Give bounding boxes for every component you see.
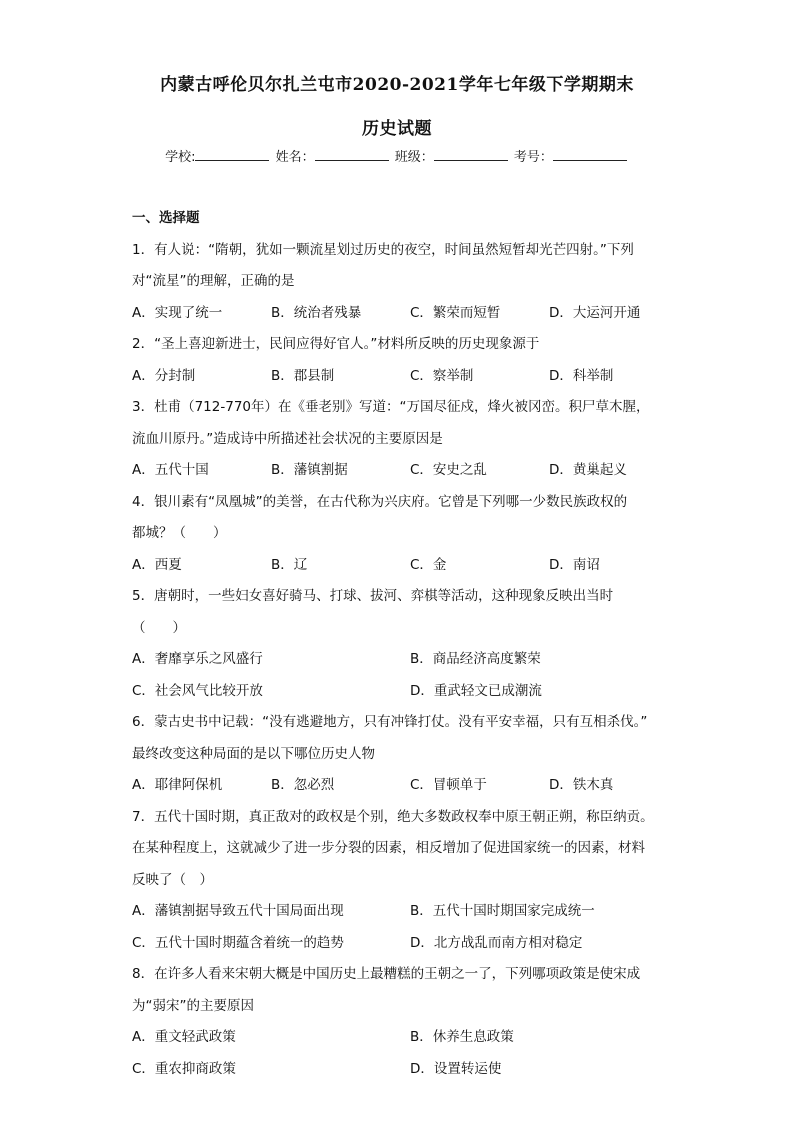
- question-8: [132, 959, 672, 1085]
- options-row: [132, 455, 672, 487]
- question-text-line: 7．五代十国时期，真正敌对的政权是个别，绝大多数政权奉中原王朝正朔，称臣纳贡。: [132, 808, 654, 825]
- option-c[interactable]: C．冒顿单于: [410, 777, 487, 793]
- option-b[interactable]: B．忽必烈: [271, 777, 335, 793]
- exam-title-line2: 历史试题: [362, 119, 432, 139]
- options-row: [132, 298, 672, 330]
- options-row: [132, 361, 672, 393]
- option-a[interactable]: A．实现了统一: [132, 304, 223, 321]
- option-c[interactable]: C．五代十国时期蕴含着统一的趋势: [132, 934, 344, 951]
- option-a[interactable]: A．重文轻武政策: [132, 1029, 236, 1045]
- option-b[interactable]: B．商品经济高度繁荣: [410, 651, 541, 667]
- school-blank[interactable]: [195, 148, 269, 161]
- class-blank[interactable]: [434, 148, 508, 161]
- options-row: [132, 550, 672, 582]
- question-4: [132, 487, 672, 582]
- option-a[interactable]: A．西夏: [132, 556, 182, 573]
- class-label: 班级：: [394, 150, 434, 165]
- question-3: [132, 392, 672, 487]
- question-text-line: 在某种程度上，这就减少了进一步分裂的因素，相反增加了促进国家统一的因素，材料: [132, 840, 645, 856]
- option-d[interactable]: D．设置转运使: [410, 1060, 502, 1077]
- option-c[interactable]: C．金: [410, 556, 447, 573]
- option-c[interactable]: C．社会风气比较开放: [132, 682, 263, 699]
- options-row: [132, 644, 672, 676]
- option-d[interactable]: D．科举制: [549, 367, 614, 384]
- option-a[interactable]: A．耶律阿保机: [132, 777, 223, 793]
- option-c[interactable]: C．察举制: [410, 367, 474, 384]
- question-text-line: 对“流星”的理解，正确的是: [132, 273, 295, 289]
- question-text-line: 1．有人说：“隋朝，犹如一颗流星划过历史的夜空，时间虽然短暂却光芒四射。”下列: [132, 241, 634, 258]
- option-a[interactable]: A．分封制: [132, 367, 196, 384]
- name-label: 姓名：: [275, 150, 315, 165]
- option-b[interactable]: B．辽: [271, 556, 308, 573]
- option-b[interactable]: B．五代十国时期国家完成统一: [410, 903, 595, 919]
- option-d[interactable]: D．南诏: [549, 556, 600, 573]
- option-c[interactable]: C．繁荣而短暂: [410, 304, 501, 321]
- option-d[interactable]: D．北方战乱而南方相对稳定: [410, 934, 583, 951]
- question-1: [132, 235, 672, 330]
- option-c[interactable]: C．重农抑商政策: [132, 1060, 236, 1077]
- question-2: [132, 329, 672, 392]
- options-row: [132, 676, 672, 708]
- option-a[interactable]: A．藩镇割据导致五代十国局面出现: [132, 903, 344, 919]
- option-c[interactable]: C．安史之乱: [410, 462, 487, 478]
- option-d[interactable]: D．黄巢起义: [549, 462, 627, 478]
- school-label: 学校:: [165, 150, 196, 165]
- question-text-line: 2．“圣上喜迎新进士，民间应得好官人。”材料所反映的历史现象源于: [132, 336, 540, 352]
- section-heading: 一、选择题: [132, 210, 200, 226]
- question-text-line: （ ）: [132, 619, 186, 636]
- option-d[interactable]: D．大运河开通: [549, 304, 641, 321]
- question-5: [132, 581, 672, 707]
- option-b[interactable]: B．休养生息政策: [410, 1029, 514, 1045]
- exam-title-line1: 内蒙古呼伦贝尔扎兰屯市2020-2021学年七年级下学期期末: [160, 75, 634, 95]
- options-row: [132, 770, 672, 802]
- exam-no-label: 考号：: [513, 150, 553, 165]
- question-text-line: 最终改变这种局面的是以下哪位历史人物: [132, 745, 375, 762]
- options-row: [132, 1054, 672, 1086]
- options-row: [132, 928, 672, 960]
- options-row: [132, 1022, 672, 1054]
- option-b[interactable]: B．统治者残暴: [271, 304, 362, 321]
- question-text-line: 5．唐朝时，一些妇女喜好骑马、打球、拔河、弈棋等活动，这种现象反映出当时: [132, 588, 614, 604]
- option-a[interactable]: A．奢靡享乐之风盛行: [132, 651, 263, 667]
- question-text-line: 反映了（ ）: [132, 871, 213, 888]
- student-info-row: [0, 146, 794, 165]
- name-blank[interactable]: [315, 148, 389, 161]
- question-text-line: 3．杜甫（712-770年）在《垂老别》写道：“万国尽征戍，烽火被冈峦。积尸草木腥，: [132, 399, 650, 415]
- option-b[interactable]: B．郡县制: [271, 367, 335, 384]
- options-row: [132, 896, 672, 928]
- option-d[interactable]: D．重武轻文已成潮流: [410, 682, 542, 699]
- exam-no-blank[interactable]: [553, 148, 627, 161]
- option-d[interactable]: D．铁木真: [549, 777, 614, 793]
- question-text-line: 都城？（ ）: [132, 525, 227, 541]
- question-text-line: 4．银川素有“凤凰城”的美誉，在古代称为兴庆府。它曾是下列哪一少数民族政权的: [132, 493, 628, 510]
- question-6: [132, 707, 672, 802]
- question-7: [132, 802, 672, 960]
- question-text-line: 6．蒙古史书中记载：“没有逃避地方，只有冲锋打仗。没有平安幸福，只有互相杀伐。”: [132, 714, 648, 730]
- option-a[interactable]: A．五代十国: [132, 462, 209, 478]
- question-text-line: 流血川原丹。”造成诗中所描述社会状况的主要原因是: [132, 430, 443, 447]
- questions-content: [132, 203, 672, 1085]
- option-b[interactable]: B．藩镇割据: [271, 462, 348, 478]
- question-text-line: 8．在许多人看来宋朝大概是中国历史上最糟糕的王朝之一了，下列哪项政策是使宋成: [132, 966, 641, 982]
- question-text-line: 为“弱宋”的主要原因: [132, 997, 254, 1014]
